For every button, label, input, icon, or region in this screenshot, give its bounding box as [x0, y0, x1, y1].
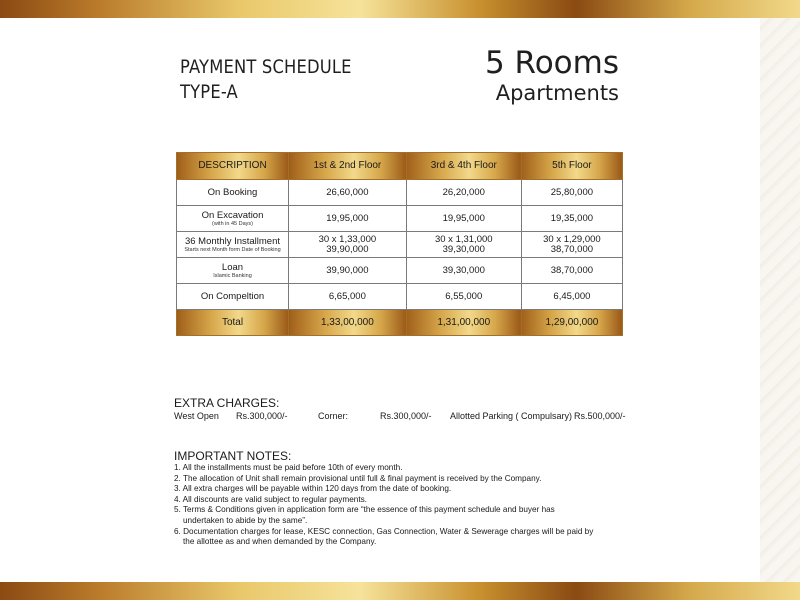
table-header-row	[177, 153, 623, 180]
rooms-count: 5 Rooms	[484, 45, 619, 81]
apartment-type-heading	[485, 44, 619, 104]
list-item: 3. All extra charges will be payable within 120 days from the date of booking.	[174, 484, 452, 494]
table-cell: 19,35,000	[521, 206, 622, 232]
list-item: 1. All the installments must be paid before 10th of every month.	[174, 463, 403, 472]
table-cell: 25,80,000	[521, 180, 622, 206]
row-description: On Excavation (with in 45 Days)	[177, 206, 289, 232]
table-row	[177, 284, 623, 310]
west-open-label: West Open	[174, 411, 219, 421]
table-row	[177, 206, 623, 232]
table-cell: 19,95,000	[406, 206, 521, 232]
list-item: 2. The allocation of Unit shall remain provisional until full & final payment is received by the Company.	[174, 473, 542, 483]
important-notes-title: IMPORTANT NOTES:	[174, 449, 292, 463]
apartments-label: Apartments	[495, 81, 619, 105]
total-cell: 1,29,00,000	[521, 310, 622, 336]
bottom-gold-band	[0, 582, 800, 600]
table-cell: 19,95,000	[289, 206, 407, 232]
table-cell: 26,20,000	[406, 180, 521, 206]
table-cell: 26,60,000	[289, 180, 407, 206]
row-note: Islamic Banking	[213, 272, 252, 279]
parking-value: Rs.500,000/-	[574, 411, 626, 421]
column-header: 3rd & 4th Floor	[406, 153, 521, 180]
row-note: (with in 45 Days)	[212, 220, 253, 227]
table-cell: 30 x 1,29,000 38,70,000	[521, 232, 622, 258]
corner-label: Corner:	[318, 411, 349, 421]
total-cell: 1,33,00,000	[289, 310, 407, 336]
row-description: On Compeltion	[177, 284, 289, 310]
important-notes-list	[174, 463, 594, 548]
title-line-2: TYPE-A	[180, 81, 238, 103]
total-row	[177, 310, 623, 336]
column-header: 1st & 2nd Floor	[289, 153, 407, 180]
table-cell: 6,55,000	[406, 284, 521, 310]
list-item: 5. Terms & Conditions given in application form are “the essence of this payment schedule and buyer has undertaken to abide by the same”.	[174, 505, 555, 525]
row-description: Loan Islamic Banking	[177, 258, 289, 284]
payment-schedule-table	[176, 152, 623, 336]
row-description: 36 Monthly Installment Starts next Month form Date of Booking	[177, 232, 289, 258]
parking-label: Allotted Parking ( Compulsary)	[450, 411, 573, 421]
total-cell: 1,31,00,000	[406, 310, 521, 336]
column-header: DESCRIPTION	[177, 153, 289, 180]
table-cell: 38,70,000	[521, 258, 622, 284]
row-description: On Booking	[177, 180, 289, 206]
schedule-title	[180, 55, 352, 105]
total-label: Total	[177, 310, 289, 336]
table-row	[177, 180, 623, 206]
column-header: 5th Floor	[521, 153, 622, 180]
title-line-1: PAYMENT SCHEDULE	[180, 56, 352, 78]
side-texture-decoration	[760, 18, 800, 582]
table-cell: 6,45,000	[521, 284, 622, 310]
table-cell: 39,30,000	[406, 258, 521, 284]
list-item: 4. All discounts are valid subject to regular payments.	[174, 494, 367, 504]
table-cell: 30 x 1,33,000 39,90,000	[289, 232, 407, 258]
table-cell: 30 x 1,31,000 39,30,000	[406, 232, 521, 258]
table-row	[177, 258, 623, 284]
top-gold-band	[0, 0, 800, 18]
table-cell: 39,90,000	[289, 258, 407, 284]
corner-value: Rs.300,000/-	[380, 411, 432, 421]
list-item: 6. Documentation charges for lease, KESC connection, Gas Connection, Water & Sewerage charges will be paid by the allottee as and when demanded by the Company.	[174, 526, 594, 547]
row-note: Starts next Month form Date of Booking	[184, 246, 281, 253]
table-cell: 6,65,000	[289, 284, 407, 310]
table-row	[177, 232, 623, 258]
west-open-value: Rs.300,000/-	[236, 411, 288, 421]
extra-charges-title: EXTRA CHARGES:	[174, 396, 280, 410]
